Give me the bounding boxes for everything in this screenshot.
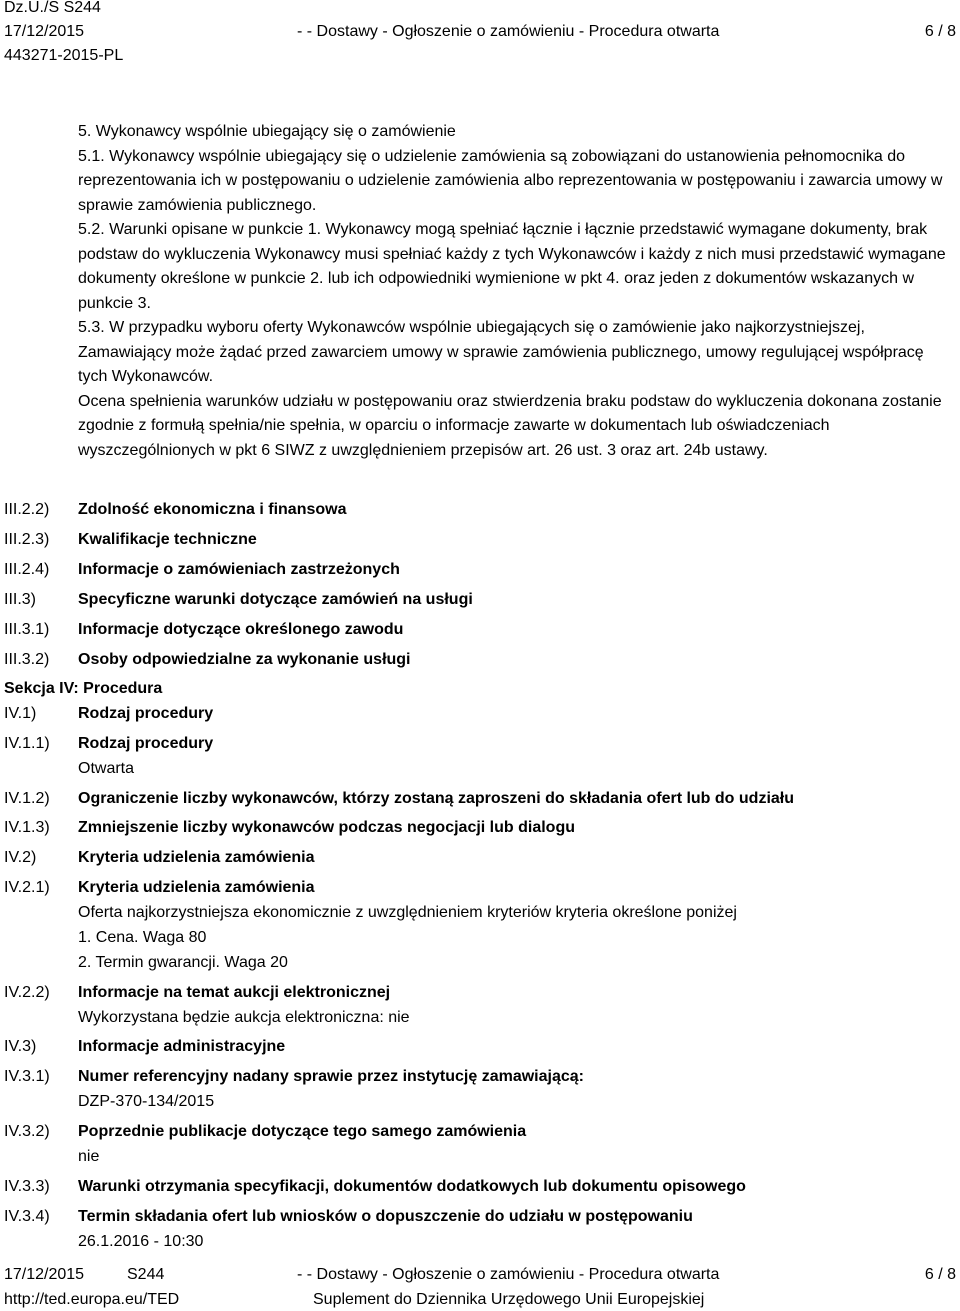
header-title: - - Dostawy - Ogłoszenie o zamówieniu - Procedura otwarta [297, 23, 720, 40]
section-heading: Informacje o zamówieniach zastrzeżonych [78, 561, 400, 578]
section-number: IV.3.3) [4, 1178, 50, 1195]
section-value: Otwarta [78, 760, 135, 777]
section-number: III.2.4) [4, 561, 50, 578]
section-number: IV.2.2) [4, 984, 50, 1001]
paragraph: Ocena spełnienia warunków udziału w postępowaniu oraz stwierdzenia braku podstaw do wykluczenia dokonana zostanie zgodnie z formułą spełnia/nie spełnia, w oparciu o informacje zawarte w dokumentach lub oświadczeniach wyszczególnionych w pkt 6 SIWZ z uwzględnieniem przepisów art. 26 ust. 3 oraz art. 24b ustawy. [78, 392, 942, 459]
section-value: nie [78, 1148, 100, 1165]
section-value: 26.1.2016 - 10:30 [78, 1233, 204, 1250]
section-number: III.3.2) [4, 651, 50, 668]
paragraph: 5.3. W przypadku wyboru oferty Wykonawców wspólnie ubiegających się o zamówienie jako najkorzystniejszej, Zamawiający może żądać przed zawarciem umowy w sprawie zamówienia publicznego, umowy regulującej współpracę tych Wykonawców. [78, 319, 924, 385]
footer-supplement: Suplement do Dziennika Urzędowego Unii Europejskiej [313, 1291, 705, 1308]
section-heading: Ograniczenie liczby wykonawców, którzy zostaną zaproszeni do składania ofert lub do udziału [78, 790, 794, 807]
section-value: Oferta najkorzystniejsza ekonomicznie z uwzględnieniem kryteriów kryteria określone poniżej [78, 904, 737, 921]
section-value: 2. Termin gwarancji. Waga 20 [78, 954, 288, 971]
section-number: IV.1.2) [4, 790, 50, 807]
section-number: IV.3.2) [4, 1123, 50, 1140]
section-heading: Specyficzne warunki dotyczące zamówień na usługi [78, 591, 473, 608]
section-heading: Kryteria udzielenia zamówienia [78, 879, 315, 896]
section-value: DZP-370-134/2015 [78, 1093, 215, 1110]
section-heading: Zdolność ekonomiczna i finansowa [78, 501, 347, 518]
section-heading: Poprzednie publikacje dotyczące tego samego zamówienia [78, 1123, 527, 1140]
section-heading: Numer referencyjny nadany sprawie przez instytucję zamawiającą: [78, 1068, 584, 1085]
section-number: IV.3) [4, 1038, 37, 1055]
footer-title: - - Dostawy - Ogłoszenie o zamówieniu - Procedura otwarta [297, 1266, 720, 1283]
section-iv-heading: Sekcja IV: Procedura [4, 680, 163, 697]
section-number: IV.2.1) [4, 879, 50, 896]
paragraph: 5.1. Wykonawcy wspólnie ubiegający się o udzielenie zamówienia są zobowiązani do ustanowienia pełnomocnika do reprezentowania ich w postępowaniu o udzielenie zamówienia albo reprezentowania w postępowaniu i zawarcia umowy w sprawie zamówienia publicznego. [78, 147, 943, 214]
section-number: IV.2) [4, 849, 37, 866]
section-number: IV.3.1) [4, 1068, 50, 1085]
section-heading: Rodzaj procedury [78, 705, 214, 722]
section-value: 1. Cena. Waga 80 [78, 929, 207, 946]
section-number: III.3.1) [4, 621, 50, 638]
section-number: IV.1.3) [4, 819, 50, 836]
section-heading: Termin składania ofert lub wniosków o dopuszczenie do udziału w postępowaniu [78, 1208, 693, 1225]
footer-date: 17/12/2015 [4, 1266, 85, 1283]
section-number: IV.1.1) [4, 735, 50, 752]
section-heading: Kwalifikacje techniczne [78, 531, 257, 548]
section-number: IV.3.4) [4, 1208, 50, 1225]
section-heading: Informacje na temat aukcji elektronicznej [78, 984, 391, 1001]
section-value: Wykorzystana będzie aukcja elektroniczna: nie [78, 1009, 410, 1026]
section-heading: Warunki otrzymania specyfikacji, dokumentów dodatkowych lub dokumentu opisowego [78, 1178, 746, 1195]
journal-ref: Dz.U./S S244 [4, 0, 101, 16]
section-number: III.2.3) [4, 531, 50, 548]
section-heading: Informacje dotyczące określonego zawodu [78, 621, 404, 638]
header-page-number: 6 / 8 [924, 23, 956, 40]
section-body [78, 120, 950, 463]
footer-issue: S244 [127, 1266, 165, 1283]
paragraph: 5. Wykonawcy wspólnie ubiegający się o zamówienie [78, 123, 456, 140]
footer-url: http://ted.europa.eu/TED [4, 1291, 180, 1308]
footer-page-number: 6 / 8 [924, 1266, 956, 1283]
section-heading: Kryteria udzielenia zamówienia [78, 849, 315, 866]
section-number: IV.1) [4, 705, 37, 722]
section-heading: Rodzaj procedury [78, 735, 214, 752]
document-id: 443271-2015-PL [4, 47, 124, 64]
section-number: III.2.2) [4, 501, 50, 518]
section-heading: Zmniejszenie liczby wykonawców podczas negocjacji lub dialogu [78, 819, 575, 836]
header-date: 17/12/2015 [4, 23, 85, 40]
section-number: III.3) [4, 591, 37, 608]
section-heading: Informacje administracyjne [78, 1038, 286, 1055]
paragraph: 5.2. Warunki opisane w punkcie 1. Wykonawcy mogą spełniać łącznie i łącznie przedstawić wymagane dokumenty, brak podstaw do wykluczenia Wykonawcy musi spełniać każdy z tych Wykonawców i każdy z nich musi przedstawić wymagane dokumenty określone w punkcie 2. lub ich odpowiedniki wymienione w pkt 4. oraz jeden z dokumentów wskazanych w punkcie 3. [78, 221, 946, 312]
section-heading: Osoby odpowiedzialne za wykonanie usługi [78, 651, 411, 668]
